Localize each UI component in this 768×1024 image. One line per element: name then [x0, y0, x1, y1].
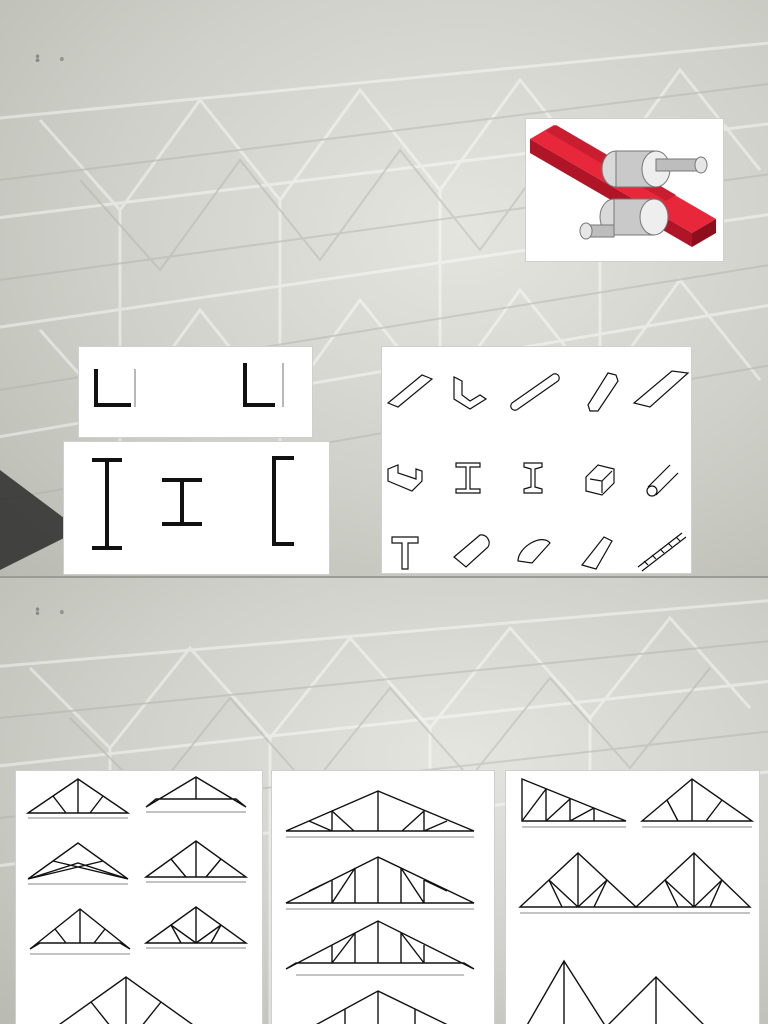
sheet-plate-shape — [634, 371, 688, 407]
ukpfc-section — [272, 456, 294, 546]
pipe-end — [647, 486, 657, 496]
saw-tooth-truss-2 — [636, 853, 750, 907]
ukb-section — [92, 458, 122, 550]
round-shape — [511, 374, 559, 410]
raised-chord-truss-e — [30, 909, 130, 949]
compound-howe-truss — [286, 857, 474, 903]
north-light-truss-2 — [642, 779, 752, 821]
truss-partial-right — [526, 961, 706, 1024]
rolling-mill-illustration — [525, 118, 724, 262]
compound-howe-raised-chord — [286, 921, 474, 969]
wide-flange-shape — [456, 463, 480, 493]
angles-diagram — [78, 346, 313, 438]
half-oval-shape — [518, 540, 550, 563]
steel-shapes-chart — [381, 346, 692, 574]
pipe-shape — [648, 465, 678, 495]
simple-fink-truss-f — [146, 907, 246, 943]
king-post-truss-a — [28, 779, 128, 813]
flat-bar-shape — [388, 375, 432, 407]
truss-partial-bottom — [56, 977, 196, 1024]
scissors-truss-c — [28, 843, 128, 879]
compound-trusses-diagram — [271, 770, 495, 1024]
half-round-shape — [454, 535, 489, 567]
rebar-ribs — [644, 537, 680, 565]
ukc-section — [162, 478, 202, 526]
slide-truss-categories — [0, 576, 768, 1024]
tee-bar-shape — [392, 537, 418, 569]
small-span-trusses-diagram — [15, 770, 263, 1024]
raised-chord-truss-b — [146, 777, 246, 807]
compound-fink-truss — [286, 791, 474, 831]
king-post-truss-d — [146, 841, 246, 877]
champfer-bar-shape — [582, 537, 612, 569]
square-tubing-shape — [586, 465, 614, 495]
truss-partial-middle — [312, 991, 452, 1024]
equal-angle-shape — [94, 369, 131, 407]
saw-tooth-truss-1 — [520, 853, 636, 907]
channel-shape — [388, 465, 422, 491]
north-light-truss-1 — [522, 779, 626, 821]
unequal-angle-shape — [243, 363, 275, 407]
angle-shape — [454, 377, 486, 409]
i-beam-shape — [524, 463, 542, 493]
bullet-list-2 — [28, 600, 753, 604]
north-light-trusses-diagram — [505, 770, 760, 1024]
bullet-list — [28, 47, 753, 51]
hexagon-shape — [588, 373, 618, 411]
i-h-channel-sections-diagram — [63, 441, 330, 575]
rolled-channel-image — [526, 119, 723, 261]
rebar-shape — [638, 533, 686, 571]
